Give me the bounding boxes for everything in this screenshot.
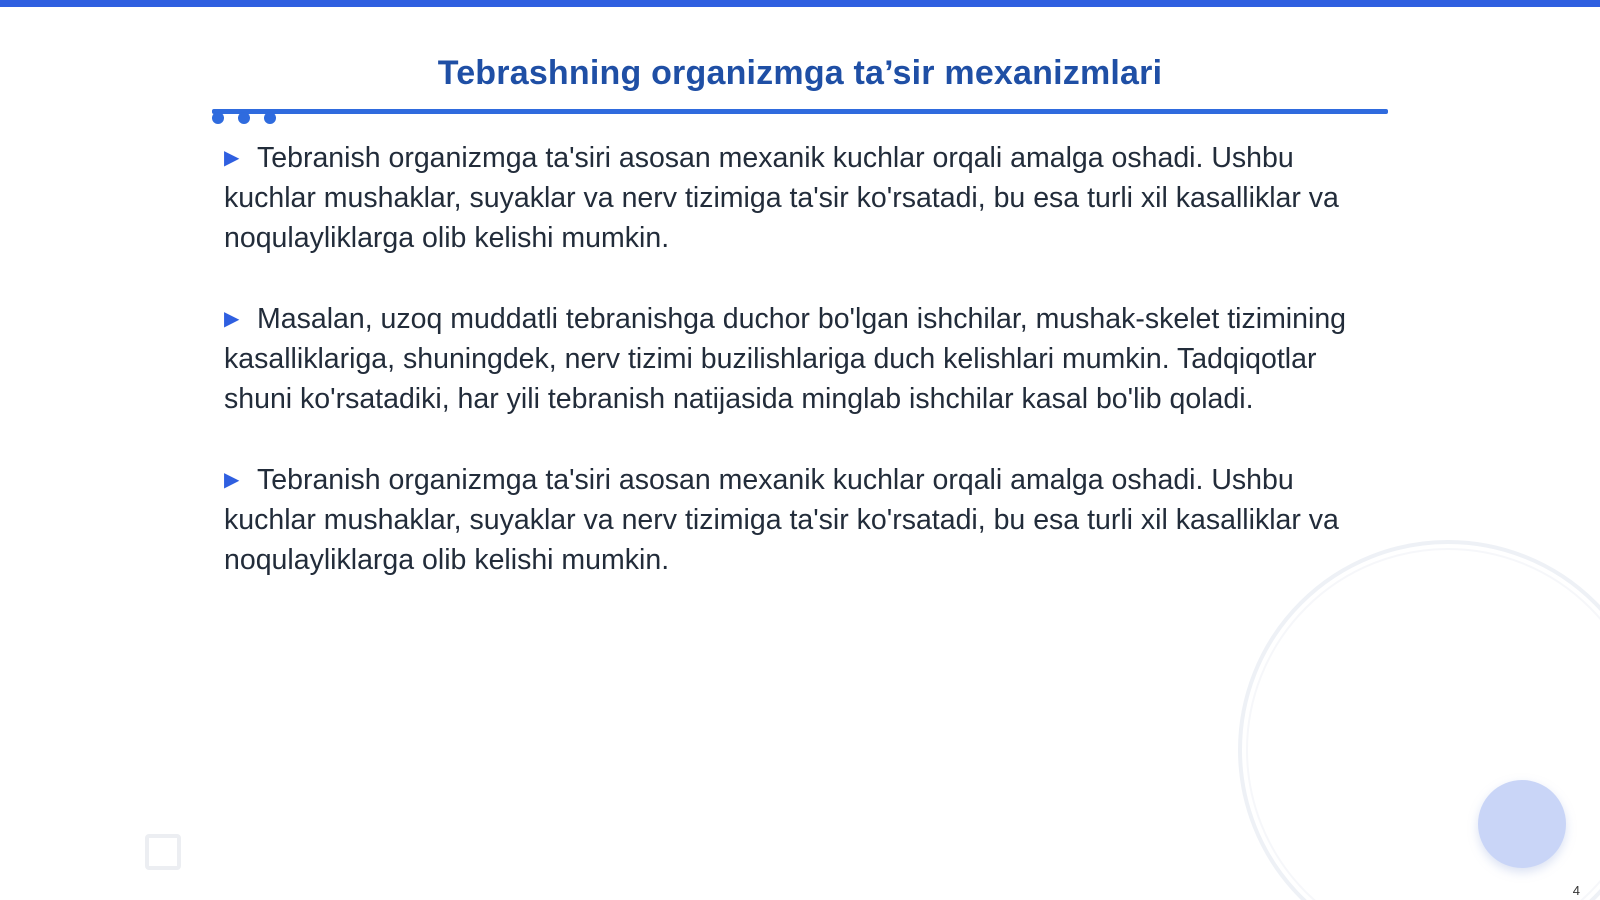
top-accent-bar [0, 0, 1600, 7]
triangle-right-icon: ▶ [224, 469, 240, 491]
paragraph-text: Masalan, uzoq muddatli tebranishga duchor bo'lgan ishchilar, mushak-skelet tizimining kasalliklariga, shuningdek, nerv tizimi buzilishlariga duch kelishlari mumkin. Tadqiqotlar shuni ko'rsatadiki, har yili tebranish natijasida minglab ishchilar kasal bo'lib qoladi. [224, 303, 1347, 415]
decor-square [145, 834, 181, 870]
slide-content [224, 138, 1384, 621]
decor-dot [212, 112, 224, 124]
page-number: 4 [1572, 883, 1580, 898]
triangle-right-icon: ▶ [224, 308, 240, 330]
decor-dot [238, 112, 250, 124]
bullet-paragraph-1 [224, 138, 1384, 258]
bullet-paragraph-2 [224, 299, 1384, 419]
triangle-right-icon: ▶ [224, 147, 240, 169]
paragraph-text: Tebranish organizmga ta'siri asosan mexanik kuchlar orqali amalga oshadi. Ushbu kuchlar mushaklar, suyaklar va nerv tizimiga ta'sir ko'rsatadi, bu esa turli xil kasalliklar va noqulayliklarga olib kelishi mumkin. [224, 142, 1339, 254]
bullet-paragraph-3 [224, 460, 1384, 580]
decor-dot [264, 112, 276, 124]
title-underline [212, 109, 1388, 114]
slide-title: Tebrashning organizmga ta’sir mexanizmlari [437, 54, 1163, 92]
paragraph-text: Tebranish organizmga ta'siri asosan mexanik kuchlar orqali amalga oshadi. Ushbu kuchlar mushaklar, suyaklar va nerv tizimiga ta'sir ko'rsatadi, bu esa turli xil kasalliklar va noqulayliklarga olib kelishi mumkin. [224, 464, 1339, 576]
decor-circle [1478, 780, 1566, 868]
